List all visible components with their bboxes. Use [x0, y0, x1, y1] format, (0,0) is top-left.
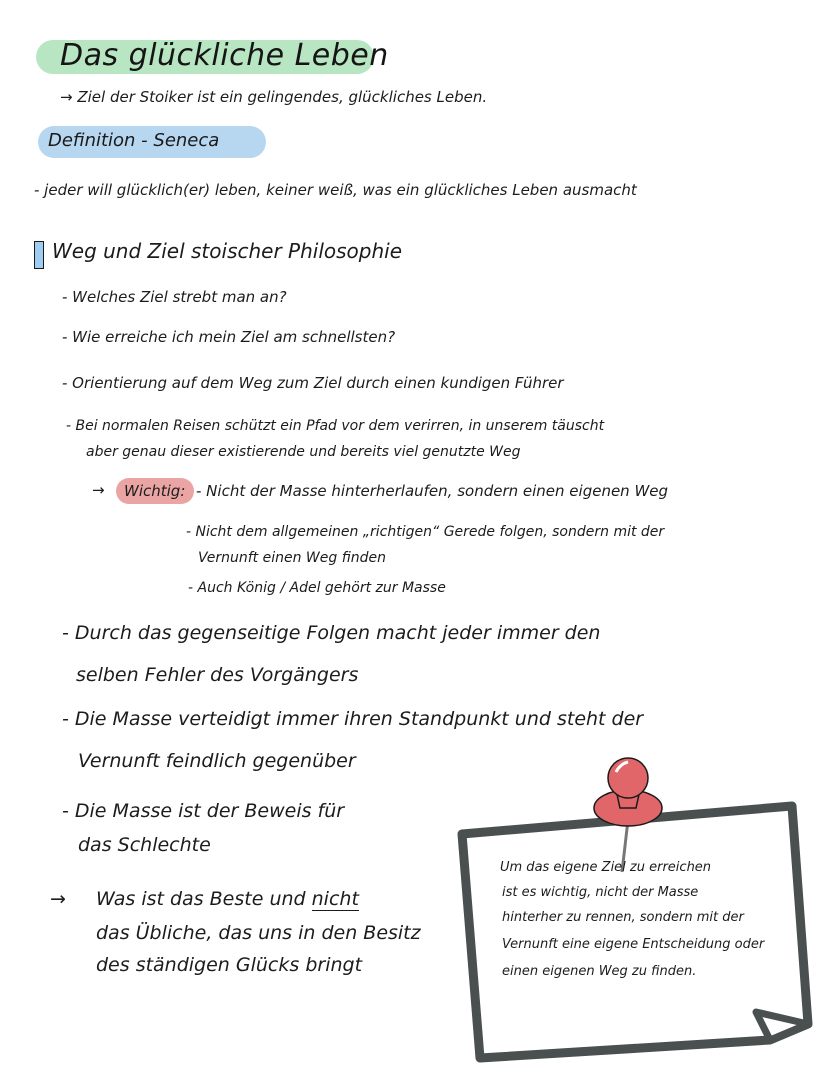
list-item: - Die Masse verteidigt immer ihren Standpunkt und steht der [62, 708, 644, 730]
list-item: selben Fehler des Vorgängers [76, 664, 359, 686]
list-item: aber genau dieser existierende und bereits viel genutzte Weg [86, 444, 521, 460]
list-item: - Nicht dem allgemeinen „richtigen“ Gerede folgen, sondern mit der [186, 524, 665, 540]
list-item: Vernunft feindlich gegenüber [78, 750, 356, 772]
list-item: - Bei normalen Reisen schützt ein Pfad vor dem verirren, in unserem täuscht [66, 418, 605, 434]
conclusion-line: das Übliche, das uns in den Besitz [96, 922, 421, 944]
wichtig-label: Wichtig: [124, 482, 186, 500]
list-item: Vernunft einen Weg finden [198, 550, 387, 566]
list-item: das Schlechte [78, 834, 211, 856]
note-text: Um das eigene Ziel zu erreichen [500, 860, 712, 875]
definition-text: - jeder will glücklich(er) leben, keiner weiß, was ein glückliches Leben ausmacht [34, 181, 637, 199]
intro-text: → Ziel der Stoiker ist ein gelingendes, glückliches Leben. [60, 88, 488, 106]
page-title: Das glückliche Leben [60, 38, 389, 73]
arrow-icon: → [92, 481, 105, 499]
sticky-note-frame [462, 806, 808, 1058]
list-item: - Nicht der Masse hinterherlaufen, sondern einen eigenen Weg [196, 482, 669, 500]
arrow-icon: → [50, 888, 66, 910]
conclusion-underlined-word: nicht [311, 888, 359, 910]
list-item: - Die Masse ist der Beweis für [62, 800, 345, 822]
list-item: - Auch König / Adel gehört zur Masse [188, 580, 446, 596]
note-text: ist es wichtig, nicht der Masse [502, 885, 699, 900]
list-item: - Orientierung auf dem Weg zum Ziel durch einen kundigen Führer [62, 374, 564, 392]
note-text: einen eigenen Weg zu finden. [502, 964, 697, 979]
conclusion-line: des ständigen Glücks bringt [96, 954, 363, 976]
pin-head-icon [608, 758, 648, 798]
note-text: hinterher zu rennen, sondern mit der [502, 910, 744, 925]
note-text: Vernunft eine eigene Entscheidung oder [502, 937, 765, 952]
list-item: - Welches Ziel strebt man an? [62, 288, 287, 306]
list-item: - Durch das gegenseitige Folgen macht jeder immer den [62, 622, 601, 644]
definition-heading: Definition - Seneca [48, 130, 220, 151]
conclusion-text: Was ist das Beste und [96, 888, 306, 910]
section-heading: Weg und Ziel stoischer Philosophie [52, 239, 403, 263]
list-item: - Wie erreiche ich mein Ziel am schnellsten? [62, 328, 396, 346]
